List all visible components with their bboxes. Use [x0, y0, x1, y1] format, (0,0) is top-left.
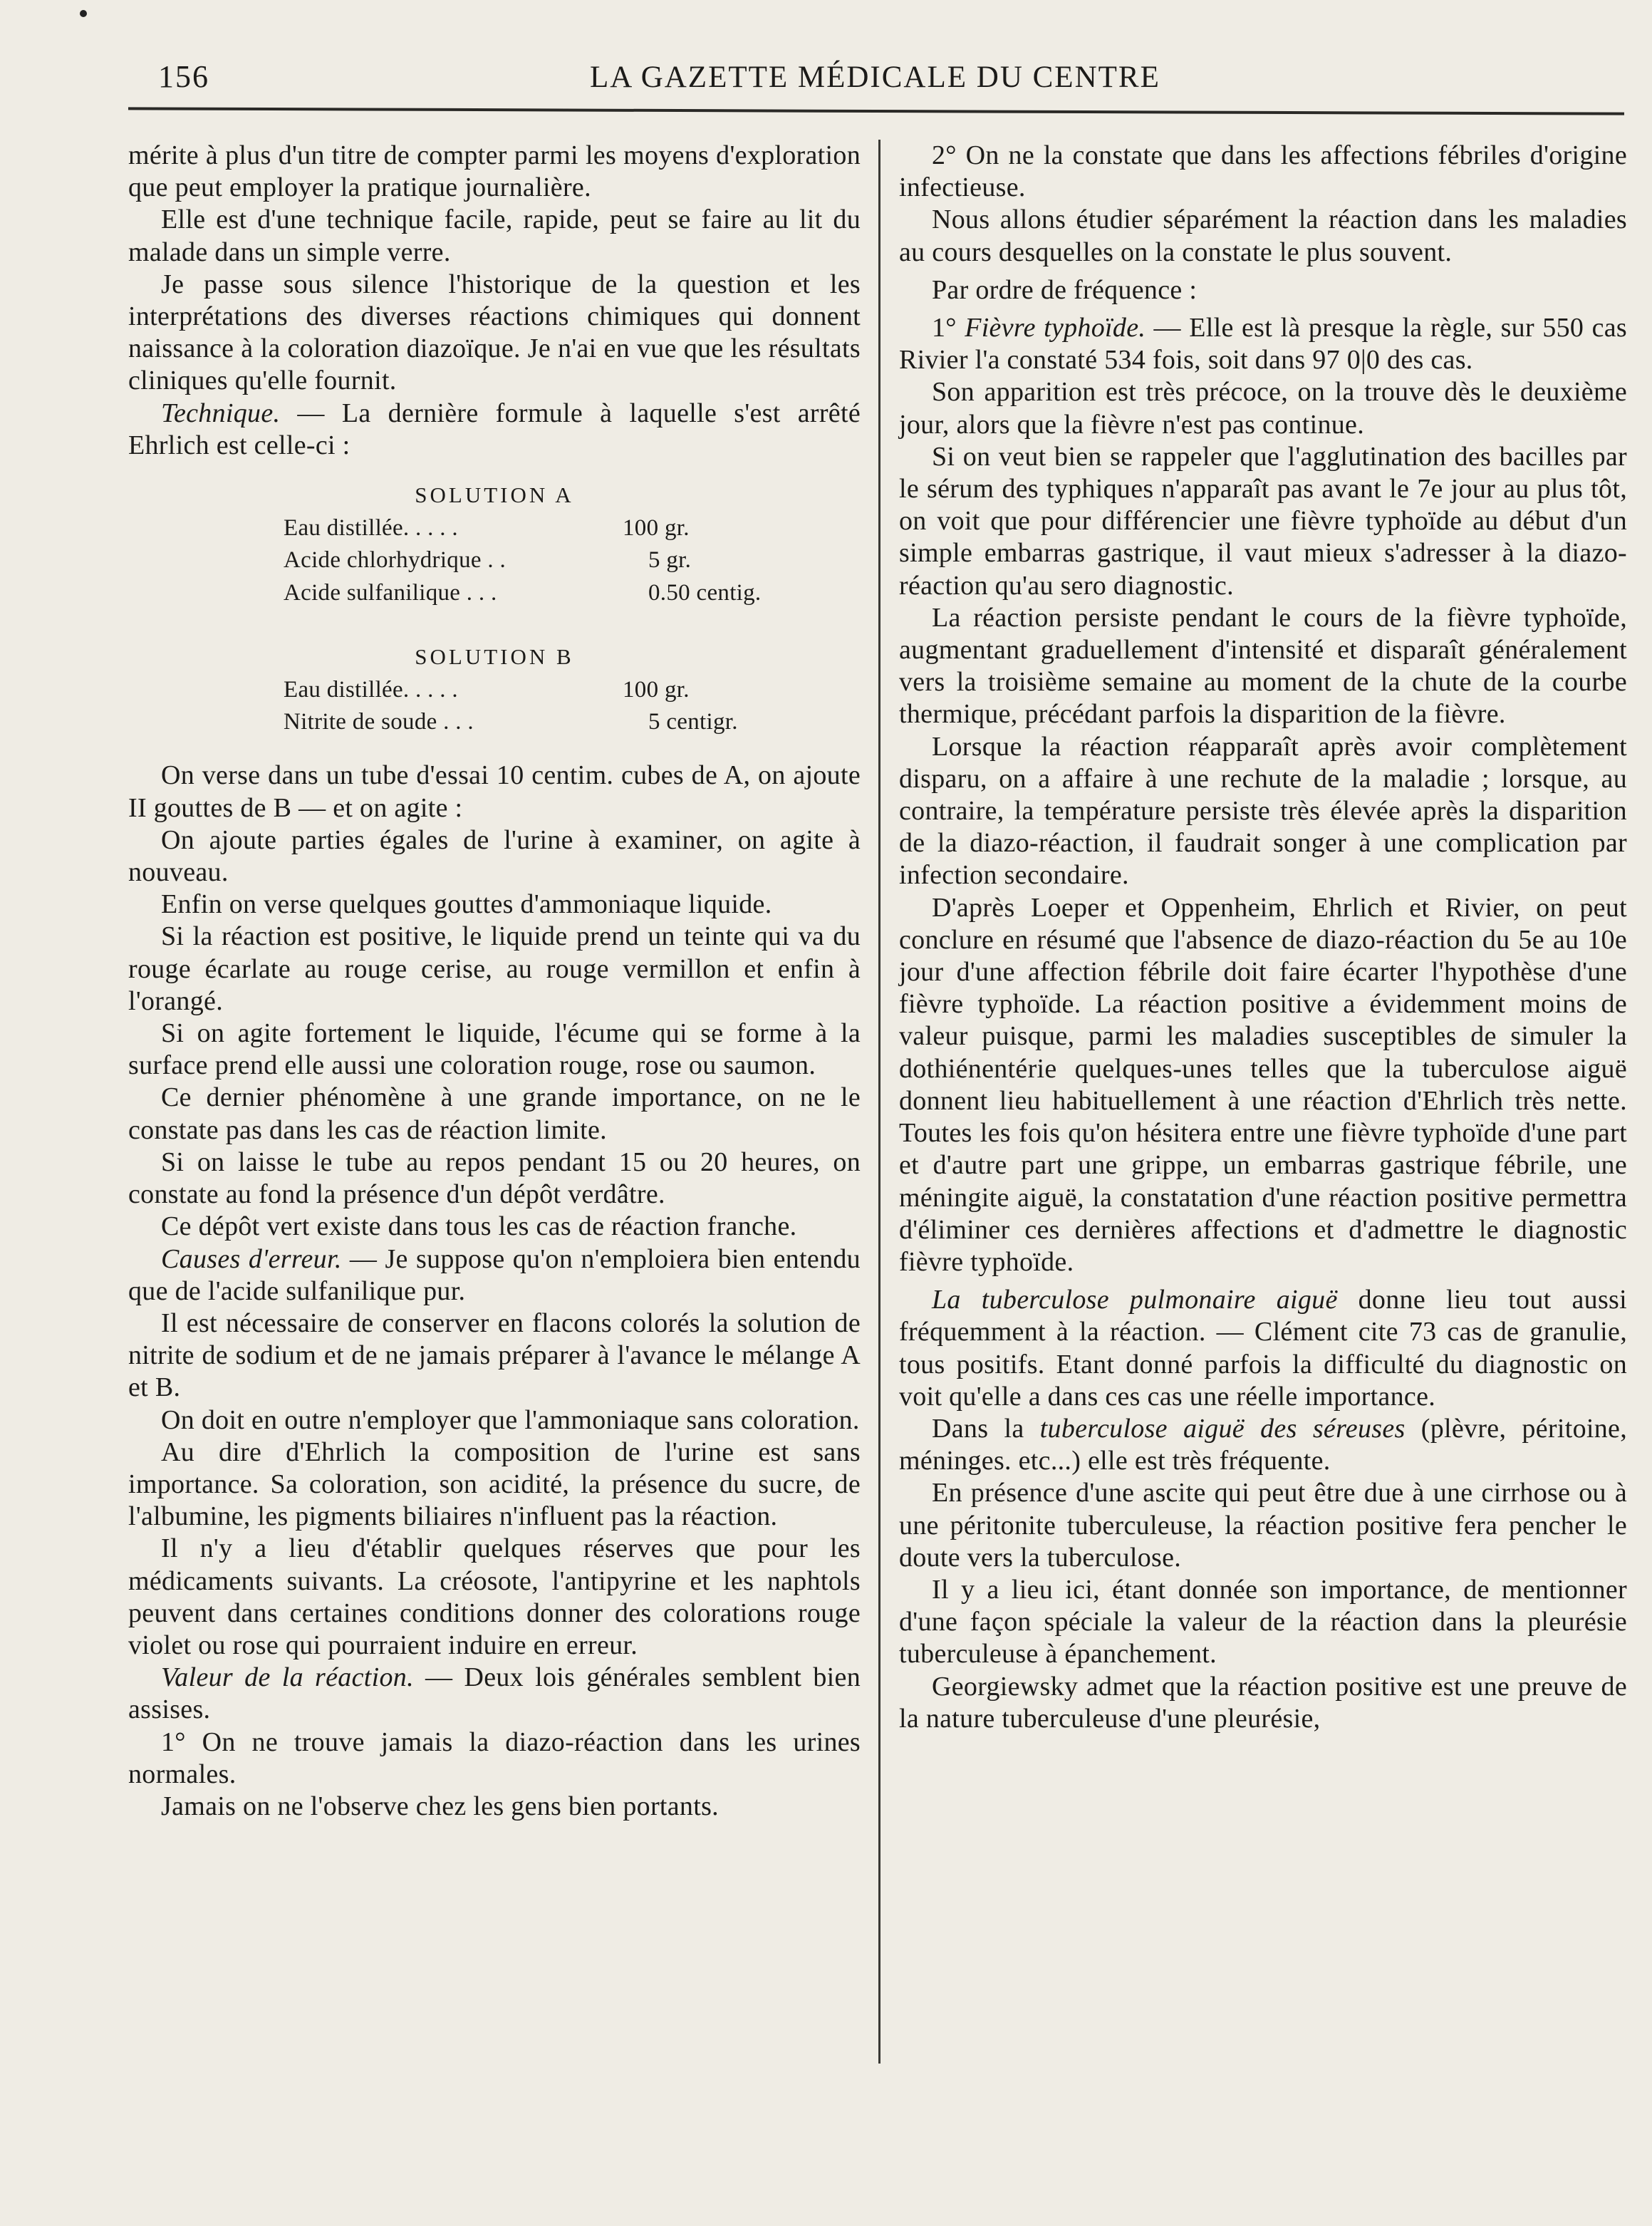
technique-heading: Technique.: [161, 398, 281, 428]
paragraph: Enfin on verse quelques gouttes d'ammoniaque liquide.: [161, 889, 772, 920]
paragraph: Georgiewsky admet que la réaction positive est une preuve de la nature tuberculeuse d'une pleurésie,: [899, 1671, 1627, 1734]
paragraph: Au dire d'Ehrlich la composition de l'urine est sans importance. Sa coloration, son acidité, la présence du sucre, de l'albumine, les pigments biliaires n'influent pas la réaction.: [128, 1436, 861, 1532]
paragraph: Par ordre de fréquence :: [932, 274, 1198, 305]
solution-b-table: [284, 674, 738, 738]
ingredient-name: Nitrite de soude . . .: [284, 709, 474, 735]
ingredient-name: Eau distillée. . . . .: [284, 515, 458, 542]
header-rule: [128, 107, 1624, 115]
paragraph: Si on laisse le tube au repos pendant 15 ou 20 heures, on constate au fond la présence d'un dépôt verdâtre.: [128, 1146, 861, 1210]
ink-dot: [80, 10, 87, 17]
valeur-paragraph: [128, 1662, 861, 1726]
paragraph: Il n'y a lieu d'établir quelques réserves que pour les médicaments suivants. La créosote, l'antipyrine et les naphtols peuvent dans certaines conditions donner des colorations rouge violet ou rose qui pourraient induire en erreur.: [128, 1533, 861, 1660]
causes-paragraph: [128, 1243, 861, 1308]
running-title: LA GAZETTE MÉDICALE DU CENTRE: [590, 61, 1160, 94]
tuberculose-heading: La tuberculose pulmonaire aiguë: [932, 1285, 1338, 1315]
ingredient-name: Acide sulfanilique . . .: [284, 579, 497, 606]
causes-heading: Causes d'erreur.: [161, 1243, 342, 1274]
paragraph: On doit en outre n'employer que l'ammoniaque sans coloration.: [161, 1404, 860, 1435]
paragraph: Je passe sous silence l'historique de la question et les interprétations des diverses réactions chimiques qui donnent naissance à la coloration diazoïque. Je n'ai en vue que les résultats cliniques qu'elle fournit.: [128, 269, 861, 396]
sereuses-paragraph: [899, 1413, 1627, 1477]
paragraph: Il est nécessaire de conserver en flacons colorés la solution de nitrite de sodium et de ne jamais préparer à l'avance le mélange A et B.: [128, 1308, 861, 1403]
sereuses-prefix: Dans la: [932, 1413, 1040, 1444]
paragraph: 1° On ne trouve jamais la diazo-réaction dans les urines normales.: [128, 1727, 861, 1789]
tuberculose-paragraph: [899, 1284, 1627, 1413]
valeur-heading: Valeur de la réaction.: [161, 1662, 414, 1693]
technique-paragraph: [128, 398, 861, 462]
paragraph: Il y a lieu ici, étant donnée son importance, de mentionner d'une façon spéciale la valeur de la réaction dans la pleurésie tuberculeuse à épanchement.: [899, 1574, 1627, 1670]
ingredient-row: [284, 674, 738, 706]
ingredient-row: [284, 706, 738, 738]
technique-text: — La dernière formule à laquelle s'est arrêté Ehrlich est celle-ci :: [128, 398, 861, 460]
paragraph: En présence d'une ascite qui peut être due à une cirrhose ou à une péritonite tuberculeuse, la réaction positive fera pencher le doute vers la tuberculose.: [899, 1478, 1627, 1573]
paragraph: On ajoute parties égales de l'urine à examiner, on agite à nouveau.: [128, 824, 861, 888]
paragraph: Elle est d'une technique facile, rapide, peut se faire au lit du malade dans un simple verre.: [128, 205, 861, 267]
ingredient-row: [284, 512, 761, 544]
ingredient-quantity: 0.50 centig.: [648, 579, 762, 606]
ingredient-quantity: 5 centigr.: [648, 709, 738, 735]
solution-a-table: [284, 512, 761, 609]
causes-text: — Je suppose qu'on n'emploiera bien entendu que de l'acide sulfanilique pur.: [128, 1243, 861, 1306]
paragraph: Si on agite fortement le liquide, l'écume qui se forme à la surface prend elle aussi une coloration rouge, rose ou saumon.: [128, 1018, 861, 1081]
paragraph: Lorsque la réaction réapparaît après avoir complètement disparu, on a affaire à une rechute de la maladie ; lorsque, au contraire, la température persiste très élevée après la disparition de la diazo-réaction, il faudrait songer à une complication par infection secondaire.: [899, 731, 1627, 891]
ingredient-quantity: 5 gr.: [648, 547, 692, 574]
ingredient-quantity: 100 gr.: [623, 515, 690, 542]
tuberculose-text: donne lieu tout aussi fréquemment à la réaction. — Clément cite 73 cas de granulie, tous positifs. Etant donné parfois la difficulté du diagnostic on voit qu'elle a dans ces cas une réelle importance.: [899, 1285, 1627, 1412]
sereuses-heading: tuberculose aiguë des séreuses: [1039, 1413, 1406, 1444]
ingredient-row: [284, 577, 761, 609]
ingredient-quantity: 100 gr.: [623, 677, 690, 703]
paragraph: 2° On ne la constate que dans les affections fébriles d'origine infectieuse.: [899, 140, 1627, 203]
paragraph: D'après Loeper et Oppenheim, Ehrlich et Rivier, on peut conclure en résumé que l'absence de diazo-réaction du 5e au 10e jour d'une affection fébrile doit faire écarter l'hypothèse d'une fièvre typhoïde. La réaction positive a évidemment moins de valeur puisque, parmi les maladies susceptibles de simuler la dothiénentérie quelques-unes telles que la tuberculose aiguë donnent lieu habituellement à une réaction d'Ehrlich très nette. Toutes les fois qu'on hésitera entre une fièvre typhoïde d'une part et d'autre part une grippe, un embarras gastrique fébrile, une méningite aiguë, la constatation d'une réaction positive permettra d'éliminer ces dernières affections et d'admettre le diagnostic fièvre typhoïde.: [899, 892, 1627, 1277]
paragraph: mérite à plus d'un titre de compter parmi les moyens d'exploration que peut employer la pratique journalière.: [128, 140, 861, 203]
page-number: 156: [158, 59, 209, 94]
solution-a-title: SOLUTION A: [415, 482, 574, 508]
solution-b-title: SOLUTION B: [415, 643, 574, 669]
paragraph: Jamais on ne l'observe chez les gens bien portants.: [161, 1791, 719, 1821]
paragraph: Si la réaction est positive, le liquide prend un teinte qui va du rouge écarlate au rouge cerise, au rouge vermillon et enfin à l'orangé.: [128, 921, 861, 1016]
fievre-text: — Elle est là presque la règle, sur 550 cas Rivier l'a constaté 534 fois, soit dans 97 0|0 des cas.: [899, 313, 1627, 376]
fievre-heading: Fièvre typhoïde.: [965, 313, 1146, 343]
left-column: [128, 140, 861, 1823]
fievre-number: 1°: [932, 313, 965, 343]
fievre-paragraph: [899, 312, 1627, 376]
paragraph: Ce dernier phénomène à une grande importance, on ne le constate pas dans les cas de réaction limite.: [128, 1082, 861, 1145]
paragraph: Ce dépôt vert existe dans tous les cas de réaction franche.: [161, 1211, 797, 1242]
ingredient-name: Eau distillée. . . . .: [284, 677, 458, 703]
paragraph: Nous allons étudier séparément la réaction dans les maladies au cours desquelles on la constate le plus souvent.: [899, 205, 1627, 267]
ingredient-row: [284, 544, 761, 576]
paragraph: Si on veut bien se rappeler que l'agglutination des bacilles par le sérum des typhiques n'apparaît pas avant le 7e jour au plus tôt, on voit que pour différencier une fièvre typhoïde au début d'un simple embarras gastrique, il vaut mieux s'adresser à la diazo-réaction qu'au sero diagnostic.: [899, 441, 1627, 601]
sereuses-text: (plèvre, péritoine, méninges. etc...) elle est très fréquente.: [899, 1413, 1627, 1476]
column-divider: [878, 140, 880, 2064]
paragraph: On verse dans un tube d'essai 10 centim. cubes de A, on ajoute II gouttes de B — et on agite :: [128, 760, 861, 823]
paragraph: Son apparition est très précoce, on la trouve dès le deuxième jour, alors que la fièvre n'est pas continue.: [899, 377, 1627, 440]
valeur-text: — Deux lois générales semblent bien assises.: [128, 1662, 861, 1725]
right-column: [899, 140, 1627, 1735]
ingredient-name: Acide chlorhydrique . .: [284, 547, 506, 574]
paragraph: La réaction persiste pendant le cours de la fièvre typhoïde, augmentant graduellement d'intensité et disparaît généralement vers la troisième semaine au moment de la chute de la courbe thermique, précédant parfois la disparition de la fièvre.: [899, 602, 1627, 730]
